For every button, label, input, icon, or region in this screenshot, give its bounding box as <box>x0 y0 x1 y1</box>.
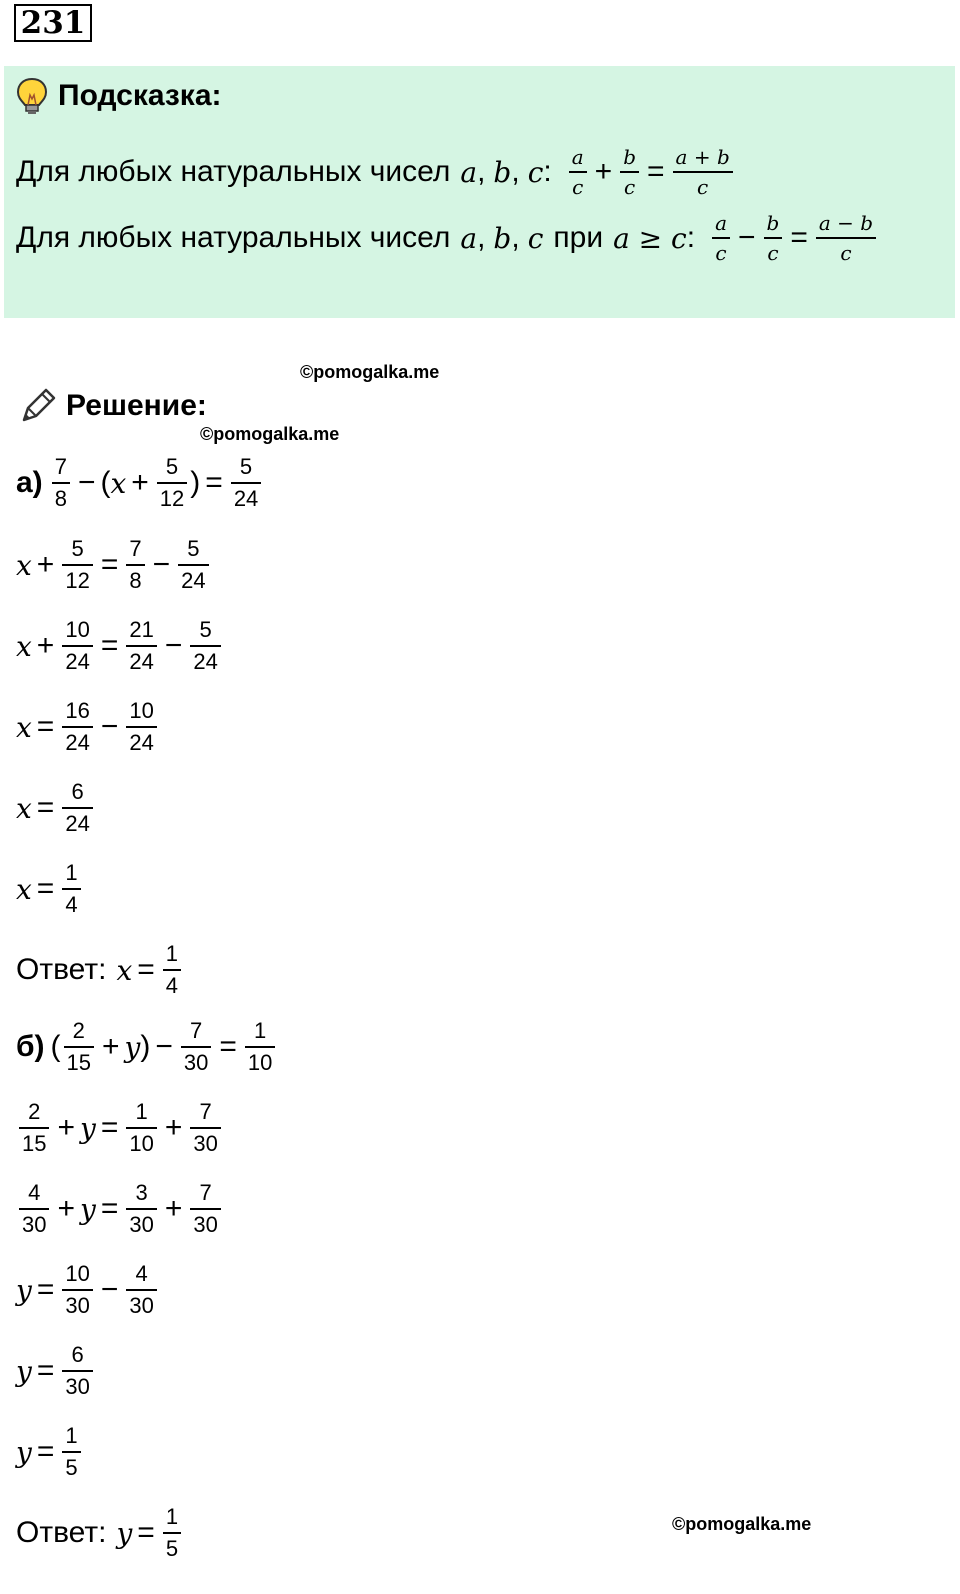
colon: : <box>543 155 552 188</box>
plus-sign: + <box>164 1111 183 1144</box>
equals-sign: = <box>36 710 55 743</box>
lightbulb-icon <box>16 77 48 115</box>
equals-sign: = <box>137 953 155 986</box>
equals-sign: = <box>790 221 808 254</box>
var-y: y <box>16 1273 32 1307</box>
fraction: $\frac{16}{24}$ <box>62 700 92 754</box>
fraction: $\frac{10}{24}$ <box>62 619 92 673</box>
rule-text: Для любых натуральных чисел <box>16 155 451 188</box>
part-b-step-2 <box>16 1176 224 1242</box>
plus-sign: + <box>57 1111 76 1144</box>
equals-sign: = <box>647 155 665 188</box>
equals-sign: = <box>100 1192 119 1225</box>
fraction: $\frac{1}{5}$ <box>62 1425 80 1479</box>
rule-text: Для любых натуральных чисел <box>16 221 451 254</box>
colon: : <box>686 221 696 254</box>
fraction: $\frac{5}{24}$ <box>178 538 208 592</box>
fraction: $\frac{5}{12}$ <box>157 456 187 510</box>
equals-sign: = <box>100 1111 119 1144</box>
watermark: ©pomogalka.me <box>200 424 340 444</box>
minus-sign: − <box>155 1030 173 1063</box>
task-number: 231 <box>14 4 92 42</box>
var-x: x <box>16 629 32 663</box>
answer-word: Ответ: <box>16 953 107 986</box>
fraction: $\frac{7}{8}$ <box>52 456 70 510</box>
comma: , <box>511 221 520 254</box>
condition: a ≥ c <box>613 221 687 255</box>
plus-sign: + <box>102 1030 120 1063</box>
hint-title <box>16 78 222 114</box>
plus-sign: + <box>36 629 55 662</box>
var-y: y <box>16 1435 32 1469</box>
part-a-step-1 <box>16 532 212 598</box>
fraction: $\frac{10}{24}$ <box>126 700 156 754</box>
comma: , <box>511 155 520 188</box>
part-a-answer <box>16 937 184 1003</box>
solution-title <box>18 386 207 426</box>
fraction: $\frac{6}{30}$ <box>62 1344 92 1398</box>
fraction: $\frac{2}{15}$ <box>64 1020 94 1074</box>
var-y: y <box>80 1192 96 1226</box>
condition-word: при <box>553 221 604 254</box>
fraction: $\frac{1}{10}$ <box>126 1101 156 1155</box>
fraction: $\frac{b}{c}$ <box>764 213 783 263</box>
minus-sign: − <box>100 1273 119 1306</box>
part-a-equation <box>16 450 264 516</box>
var-b: b <box>493 155 512 189</box>
fraction: $\frac{a - b}{c}$ <box>816 213 876 263</box>
minus-sign: − <box>152 548 171 581</box>
answer-word: Ответ: <box>16 1516 107 1549</box>
var-x: x <box>16 872 32 906</box>
fraction: $\frac{7}{8}$ <box>126 538 144 592</box>
equals-sign: = <box>36 872 55 905</box>
fraction: $\frac{21}{24}$ <box>126 619 156 673</box>
part-b-step-4 <box>16 1338 96 1404</box>
paren: ( <box>100 466 111 499</box>
equals-sign: = <box>100 629 119 662</box>
hint-rule-1 <box>16 140 736 204</box>
fraction: $\frac{a + b}{c}$ <box>673 147 733 197</box>
fraction: $\frac{5}{12}$ <box>62 538 92 592</box>
comma: , <box>477 155 486 188</box>
comma: , <box>477 221 486 254</box>
part-b-step-3 <box>16 1257 160 1323</box>
equals-sign: = <box>100 548 119 581</box>
minus-sign: − <box>77 466 96 499</box>
fraction: $\frac{1}{4}$ <box>62 862 80 916</box>
var-y: y <box>80 1111 96 1145</box>
equals-sign: = <box>205 466 223 499</box>
part-b-equation <box>16 1014 278 1080</box>
plus-sign: + <box>594 155 613 188</box>
var-x: x <box>16 710 32 744</box>
part-a-step-4 <box>16 775 96 841</box>
fraction: $\frac{1}{10}$ <box>245 1020 275 1074</box>
var-b: b <box>493 221 512 255</box>
var-x: x <box>16 548 32 582</box>
hint-rule-2 <box>16 206 879 270</box>
part-b-step-1 <box>16 1095 224 1161</box>
paren: ) <box>140 1030 151 1063</box>
var-c: c <box>527 221 544 255</box>
fraction: $\frac{2}{15}$ <box>19 1101 49 1155</box>
equals-sign: = <box>36 1273 55 1306</box>
fraction: $\frac{5}{24}$ <box>231 456 261 510</box>
part-b-step-5 <box>16 1419 84 1485</box>
fraction: $\frac{a}{c}$ <box>712 213 730 263</box>
part-b-answer <box>16 1500 184 1566</box>
part-a-step-5 <box>16 856 84 922</box>
watermark: ©pomogalka.me <box>672 1514 812 1534</box>
fraction: $\frac{4}{30}$ <box>126 1263 156 1317</box>
equals-sign: = <box>137 1516 155 1549</box>
fraction: $\frac{a}{c}$ <box>569 147 587 197</box>
part-a-step-2 <box>16 613 224 679</box>
var-x: x <box>116 953 133 987</box>
var-c: c <box>527 155 544 189</box>
var-y: y <box>116 1516 133 1550</box>
equals-sign: = <box>36 1435 55 1468</box>
plus-sign: + <box>164 1192 183 1225</box>
fraction: $\frac{7}{30}$ <box>181 1020 211 1074</box>
minus-sign: − <box>100 710 119 743</box>
plus-sign: + <box>131 466 149 499</box>
fraction: $\frac{3}{30}$ <box>126 1182 156 1236</box>
fraction: $\frac{5}{24}$ <box>190 619 220 673</box>
var-a: a <box>460 155 478 189</box>
fraction: $\frac{7}{30}$ <box>190 1182 220 1236</box>
fraction: $\frac{4}{30}$ <box>19 1182 49 1236</box>
watermark: ©pomogalka.me <box>300 362 440 382</box>
var-y: y <box>16 1354 32 1388</box>
solution-title-text: Решение: <box>66 389 207 422</box>
fraction: $\frac{7}{30}$ <box>190 1101 220 1155</box>
var-a: a <box>460 221 478 255</box>
pencil-icon <box>18 386 58 426</box>
plus-sign: + <box>36 548 55 581</box>
var-x: x <box>110 466 127 500</box>
part-b-label: б) <box>16 1030 45 1063</box>
fraction: $\frac{1}{5}$ <box>163 1506 181 1560</box>
fraction: $\frac{b}{c}$ <box>620 147 639 197</box>
fraction: $\frac{1}{4}$ <box>163 943 181 997</box>
minus-sign: − <box>164 629 183 662</box>
equals-sign: = <box>36 791 55 824</box>
equals-sign: = <box>36 1354 55 1387</box>
plus-sign: + <box>57 1192 76 1225</box>
var-x: x <box>16 791 32 825</box>
paren: ( <box>50 1030 61 1063</box>
minus-sign: − <box>738 221 756 254</box>
part-a-step-3 <box>16 694 160 760</box>
equals-sign: = <box>219 1030 237 1063</box>
fraction: $\frac{6}{24}$ <box>62 781 92 835</box>
paren: ) <box>190 466 201 499</box>
hint-title-text: Подсказка: <box>58 79 222 112</box>
var-y: y <box>124 1030 141 1064</box>
fraction: $\frac{10}{30}$ <box>62 1263 92 1317</box>
part-a-label: а) <box>16 466 43 499</box>
